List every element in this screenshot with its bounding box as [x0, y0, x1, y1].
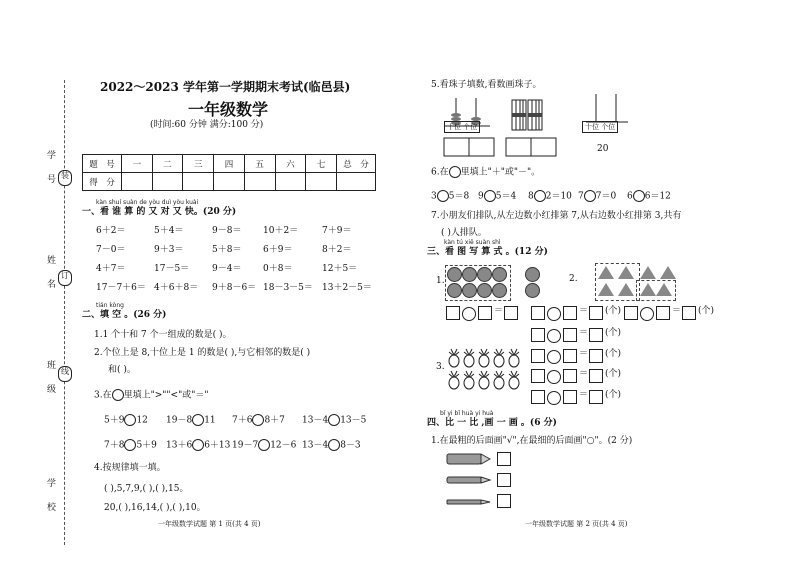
fill-q2a: 2.个位上是 8,十位上是 1 的数是( ),与它相邻的数是( )	[94, 348, 311, 358]
answer-box-1[interactable]	[443, 137, 495, 157]
exam-subject: 一年级数学	[188, 100, 269, 119]
unit-label: (个)	[698, 306, 715, 316]
compare-answer-circle[interactable]	[124, 414, 136, 426]
section4-title: 四、比 一 比 ,画 一 画 。(6 分)	[427, 418, 557, 428]
unit-label: (个)	[605, 306, 622, 316]
operand-left: 7	[578, 191, 584, 202]
bead-icon	[477, 283, 492, 298]
compare-left: 13－4	[302, 415, 329, 426]
exam-title: 2022～2023 学年第一学期期末考试(临邑县)	[100, 80, 351, 94]
binding-line	[64, 80, 65, 545]
thick-pencil-icon	[445, 452, 491, 466]
fill-q2b: 和( )。	[108, 365, 136, 375]
operand-left: 8	[528, 191, 534, 202]
operator-problem	[627, 190, 671, 203]
compare-left: 13＋6	[166, 440, 193, 451]
operator-problem	[478, 190, 516, 203]
operator-circle[interactable]	[547, 350, 561, 364]
radish-icon	[462, 348, 476, 368]
score-cell[interactable]	[306, 173, 337, 191]
equals-sign: ＝	[579, 349, 589, 359]
compare-left: 13－4	[302, 440, 329, 451]
arithmetic-problem: 18－3－5＝	[263, 283, 313, 293]
equation-box[interactable]	[589, 390, 603, 404]
arithmetic-problem: 7＋9＝	[322, 226, 352, 236]
footer-right: 一年级数学试题 第 2 页(共 4 页)	[525, 520, 628, 528]
stick-bundles-icon	[510, 98, 546, 132]
equation-box[interactable]	[531, 390, 545, 404]
section4-pinyin: bǐ yi bǐ huà yi huà	[440, 410, 494, 417]
q5-title: 5.看珠子填数,看数画珠子。	[431, 80, 542, 90]
operator-answer-circle[interactable]	[484, 190, 496, 202]
compare-right: 8＋7	[264, 415, 285, 426]
equation-box[interactable]	[531, 369, 545, 383]
triangle-icon	[598, 266, 614, 279]
arithmetic-problem: 7－0＝	[96, 245, 126, 255]
medium-pencil-icon	[445, 474, 491, 486]
compare-right: 12	[136, 415, 148, 426]
operand-right: 7＝0	[595, 191, 617, 202]
operator-problem	[528, 190, 572, 203]
radish-icon	[447, 370, 461, 390]
compare-answer-circle[interactable]	[192, 414, 204, 426]
name-label: 姓 名	[45, 255, 55, 294]
figure-2-label: 2.	[569, 274, 578, 284]
compare-right: 13－5	[340, 415, 367, 426]
compare-circle-icon	[112, 389, 124, 401]
school-label: 学 校	[45, 478, 55, 517]
exam-info: (时间:60 分钟 满分:100 分)	[150, 120, 264, 130]
compare-right: 6＋13	[204, 440, 231, 451]
compare-answer-circle[interactable]	[124, 439, 136, 451]
operator-circle[interactable]	[547, 307, 561, 321]
equals-sign: ＝	[579, 306, 589, 316]
operator-circle[interactable]	[640, 307, 654, 321]
pencil-answer-box-3[interactable]	[497, 494, 511, 508]
compare-problem	[166, 439, 230, 452]
equation-box[interactable]	[531, 349, 545, 363]
operator-answer-circle[interactable]	[534, 190, 546, 202]
arithmetic-problem: 6＋9＝	[263, 245, 293, 255]
compare-left: 19－8	[166, 415, 193, 426]
operand-left: 6	[627, 191, 633, 202]
section4-q1: 1.在最粗的后面画"√",在最细的后面画"○"。(2 分)	[431, 436, 633, 446]
compare-left: 7＋8	[104, 440, 125, 451]
bead-icon	[447, 283, 462, 298]
compare-right: 12－6	[270, 440, 297, 451]
pencil-answer-box-2[interactable]	[497, 473, 511, 487]
radish-icon	[492, 370, 506, 390]
score-cell[interactable]	[244, 173, 275, 191]
triangle-icon	[656, 283, 672, 296]
operator-circle[interactable]	[547, 391, 561, 405]
arithmetic-problem: 5＋8＝	[212, 245, 242, 255]
fill-q1: 1.1 个十和 7 个一组成的数是( )。	[94, 330, 232, 340]
equation-box[interactable]	[446, 306, 460, 320]
section1-pinyin: kàn shuí suàn de yòu duì yòu kuài	[96, 199, 199, 206]
arithmetic-problem: 13＋2－5＝	[322, 283, 372, 293]
operator-circle-icon	[449, 166, 461, 178]
operator-answer-circle[interactable]	[633, 190, 645, 202]
equation-box[interactable]	[563, 349, 577, 363]
section2-title: 二、填 空 。(26 分)	[82, 310, 167, 320]
seal-oval-2: 订	[58, 270, 72, 286]
compare-right: 5＋9	[136, 440, 157, 451]
unit-label: (个)	[605, 328, 622, 338]
equation-box[interactable]	[589, 306, 603, 320]
section3-title: 三、看 图 写 算 式 。(12 分)	[427, 247, 548, 257]
section1-title: 一、看 谁 算 的 又 对 又 快。(20 分)	[82, 207, 237, 217]
score-cell[interactable]	[337, 173, 376, 191]
arithmetic-problem: 10＋2＝	[263, 226, 299, 236]
triangle-icon	[660, 266, 676, 279]
pattern-row-2: 20,( ),16,14,( ),( ),10。	[104, 503, 206, 513]
arithmetic-problem: 8＋2＝	[322, 245, 352, 255]
compare-problem	[104, 439, 157, 452]
equals-sign: ＝	[579, 328, 589, 338]
equation-box[interactable]	[478, 306, 492, 320]
equation-box[interactable]	[624, 306, 638, 320]
radish-icon	[447, 348, 461, 368]
equation-box[interactable]	[589, 369, 603, 383]
score-cell[interactable]	[122, 173, 153, 191]
arithmetic-problem: 9＋8－6＝	[212, 283, 257, 293]
arithmetic-problem: 4＋7＝	[96, 264, 126, 274]
operator-circle[interactable]	[462, 307, 476, 321]
radish-icon	[477, 370, 491, 390]
triangle-icon	[640, 283, 656, 296]
q7-line2: ( )人排队。	[441, 228, 487, 238]
compare-left: 19－7	[232, 440, 259, 451]
equation-box[interactable]	[563, 306, 577, 320]
bead-icon	[462, 267, 477, 282]
arithmetic-problem: 4＋6＋8＝	[154, 283, 199, 293]
triangle-icon	[618, 283, 634, 296]
operator-problem	[431, 190, 469, 203]
bead-icon	[447, 267, 462, 282]
compare-right: 11	[204, 415, 216, 426]
equation-box[interactable]	[531, 328, 545, 342]
equals-sign: ＝	[672, 306, 682, 316]
thin-pencil-icon	[445, 496, 491, 508]
bead-icon	[492, 267, 507, 282]
triangle-icon	[640, 266, 656, 279]
arithmetic-problem: 17－5＝	[154, 264, 190, 274]
equation-box[interactable]	[563, 390, 577, 404]
q6-title: 6.在 里填上"＋"或"－"。	[431, 167, 541, 178]
abacus-1-label: 十位 个位	[444, 121, 480, 133]
equation-box[interactable]	[563, 369, 577, 383]
bead-icon	[492, 283, 507, 298]
equation-box[interactable]	[682, 306, 696, 320]
unit-label: (个)	[605, 390, 622, 400]
compare-problem	[104, 414, 148, 427]
q7-line1: 7.小朋友们排队,从左边数小红排第 7,从右边数小红排第 3,共有	[431, 211, 682, 221]
arithmetic-problem: 9＋3＝	[154, 245, 184, 255]
figure-1-label: 1.	[436, 276, 445, 286]
equation-box[interactable]	[504, 306, 518, 320]
score-cell[interactable]	[214, 173, 245, 191]
pencil-answer-box-1[interactable]	[497, 452, 511, 466]
compare-problem	[232, 414, 285, 427]
compare-right: 8－3	[340, 440, 361, 451]
arithmetic-problem: 17－7＋6＝	[96, 283, 146, 293]
compare-answer-circle[interactable]	[252, 414, 264, 426]
compare-problem	[166, 414, 216, 427]
compare-problem	[232, 439, 296, 452]
compare-answer-circle[interactable]	[192, 439, 204, 451]
section2-pinyin: tián kòng	[96, 302, 124, 309]
fill-q3: 3.在 里填上">""<"或"＝"	[94, 390, 209, 401]
arithmetic-problem: 9－8＝	[212, 226, 242, 236]
triangle-icon	[618, 266, 634, 279]
compare-problem	[302, 414, 366, 427]
abacus-2-label: 十位 个位	[582, 121, 618, 133]
abacus-value: 20	[597, 144, 609, 154]
score-table: 题 号 一 二 三 四 五 六 七 总 分 得 分	[82, 154, 376, 191]
operand-left: 3	[431, 191, 437, 202]
operand-right: 6＝12	[644, 191, 671, 202]
bead-icon	[462, 283, 477, 298]
operand-left: 9	[478, 191, 484, 202]
compare-answer-circle[interactable]	[328, 414, 340, 426]
fill-q4: 4.按规律填一填。	[94, 463, 166, 473]
pattern-row-1: ( ),5,7,9,( ),( ),15。	[104, 484, 189, 494]
score-cell[interactable]	[152, 173, 183, 191]
compare-left: 5＋9	[104, 415, 125, 426]
score-cell[interactable]	[183, 173, 214, 191]
footer-left: 一年级数学试题 第 1 页(共 4 页)	[158, 520, 261, 528]
operand-right: 5＝4	[495, 191, 517, 202]
unit-label: (个)	[605, 369, 622, 379]
seal-oval-1: 装	[58, 170, 72, 186]
operator-circle[interactable]	[547, 329, 561, 343]
compare-answer-circle[interactable]	[328, 439, 340, 451]
operator-circle[interactable]	[547, 370, 561, 384]
figure-3-label: 3.	[436, 362, 445, 372]
operand-right: 5＝8	[448, 191, 470, 202]
arithmetic-problem: 5＋4＝	[154, 226, 184, 236]
bead-icon	[477, 267, 492, 282]
score-cell[interactable]	[275, 173, 306, 191]
answer-box-2[interactable]	[505, 137, 557, 157]
arithmetic-problem: 9－4＝	[212, 264, 242, 274]
operand-right: 2＝10	[545, 191, 572, 202]
equals-sign: ＝	[579, 390, 589, 400]
student-id-label: 学 号	[45, 150, 55, 189]
operator-problem	[578, 190, 616, 203]
arithmetic-problem: 12＋5＝	[322, 264, 358, 274]
equation-box[interactable]	[656, 306, 670, 320]
arithmetic-problem: 6＋2＝	[96, 226, 126, 236]
equation-box[interactable]	[563, 328, 577, 342]
radish-icon	[462, 370, 476, 390]
radish-icon	[492, 348, 506, 368]
equals-sign: ＝	[579, 369, 589, 379]
operator-answer-circle[interactable]	[584, 190, 596, 202]
equation-box[interactable]	[531, 306, 545, 320]
triangle-icon	[598, 283, 614, 296]
unit-label: (个)	[605, 349, 622, 359]
radish-icon	[477, 348, 491, 368]
compare-answer-circle[interactable]	[258, 439, 270, 451]
compare-problem	[302, 439, 361, 452]
equation-box[interactable]	[589, 349, 603, 363]
equals-sign: ＝	[494, 306, 504, 316]
radish-icon	[507, 348, 521, 368]
operator-answer-circle[interactable]	[437, 190, 449, 202]
bead-icon	[525, 283, 540, 298]
bead-icon	[525, 267, 540, 282]
section3-pinyin: kàn tú xiě suàn shì	[444, 239, 501, 246]
compare-left: 7＋6	[232, 415, 253, 426]
class-label: 班 级	[45, 360, 55, 399]
radish-icon	[507, 370, 521, 390]
seal-oval-3: 线	[58, 366, 72, 382]
equation-box[interactable]	[589, 328, 603, 342]
arithmetic-problem: 0＋8＝	[263, 264, 293, 274]
